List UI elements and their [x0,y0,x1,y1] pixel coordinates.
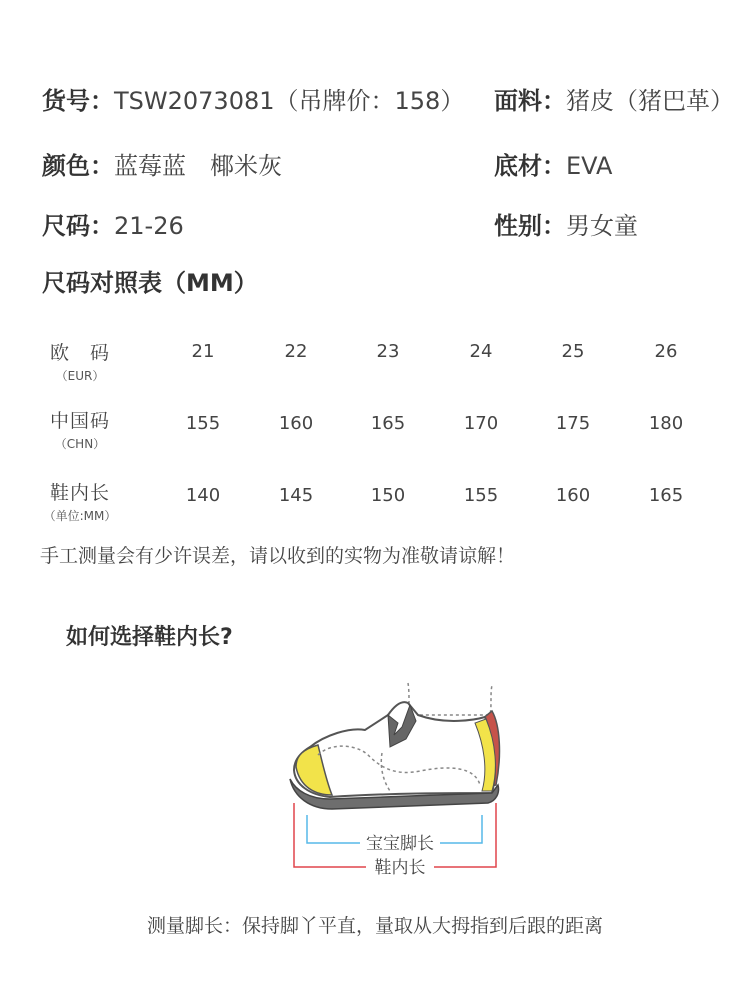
cell-insole-6: 165 [648,485,684,506]
cell-chn-2: 160 [278,413,314,434]
cell-eur-6: 26 [654,341,678,362]
size-chart-title: 尺码对照表（MM） [42,269,258,297]
spec-material-key: 面料： [494,87,566,115]
spec-sole [494,146,612,181]
cell-chn-3: 165 [370,413,406,434]
row-header-insole [30,478,130,524]
cell-insole-4: 155 [463,485,499,506]
spec-material [494,81,734,116]
row-label-insole: 鞋内长 [49,482,110,504]
cell-chn-5: 175 [555,413,591,434]
spec-item-no-value: TSW2073081（吊牌价：158） [114,87,465,115]
spec-size-key: 尺码： [42,212,114,240]
spec-gender-value: 男女童 [566,212,638,240]
row-sublabel-insole: （单位:MM） [43,509,117,523]
spec-color-value: 蓝莓蓝 椰米灰 [114,152,282,180]
shoe-illustration [270,675,510,885]
cell-eur-4: 24 [469,341,493,362]
cell-eur-1: 21 [191,341,215,362]
insole-length-label: 鞋内长 [374,858,426,878]
cell-chn-6: 180 [648,413,684,434]
row-sublabel-eur: （EUR） [55,369,105,383]
guide-title: 如何选择鞋内长? [66,625,233,650]
measurement-note: 手工测量会有少许误差，请以收到的实物为准敬请谅解！ [40,545,516,567]
table-row-eur [30,338,750,400]
row-sublabel-chn: （CHN） [54,437,106,451]
cell-eur-3: 23 [376,341,400,362]
spec-item-no-key: 货号： [42,87,114,115]
spec-size [42,206,184,241]
spec-color-key: 颜色： [42,152,114,180]
row-label-eur: 欧 码 [49,342,110,364]
spec-color [42,146,282,181]
cell-insole-5: 160 [555,485,591,506]
spec-sole-key: 底材： [494,152,566,180]
cell-chn-4: 170 [463,413,499,434]
row-header-eur [30,338,130,384]
spec-item-no [42,81,464,116]
spec-sole-value: EVA [566,152,613,180]
spec-material-value: 猪皮（猪巴革） [566,87,734,115]
measurement-caption: 测量脚长：保持脚丫平直，量取从大拇指到后跟的距离 [146,915,603,937]
spec-size-value: 21-26 [114,212,184,240]
shoe-diagram [270,675,510,885]
cell-insole-3: 150 [370,485,406,506]
baby-foot-label: 宝宝脚长 [366,834,434,854]
spec-gender [494,206,638,241]
spec-gender-key: 性别： [494,212,566,240]
cell-insole-1: 140 [185,485,221,506]
cell-insole-2: 145 [278,485,314,506]
cell-eur-2: 22 [284,341,308,362]
table-row-chn [30,406,750,468]
row-label-chn: 中国码 [49,410,110,432]
table-row-insole [30,478,750,540]
cell-chn-1: 155 [185,413,221,434]
row-header-chn [30,406,130,452]
cell-eur-5: 25 [561,341,585,362]
